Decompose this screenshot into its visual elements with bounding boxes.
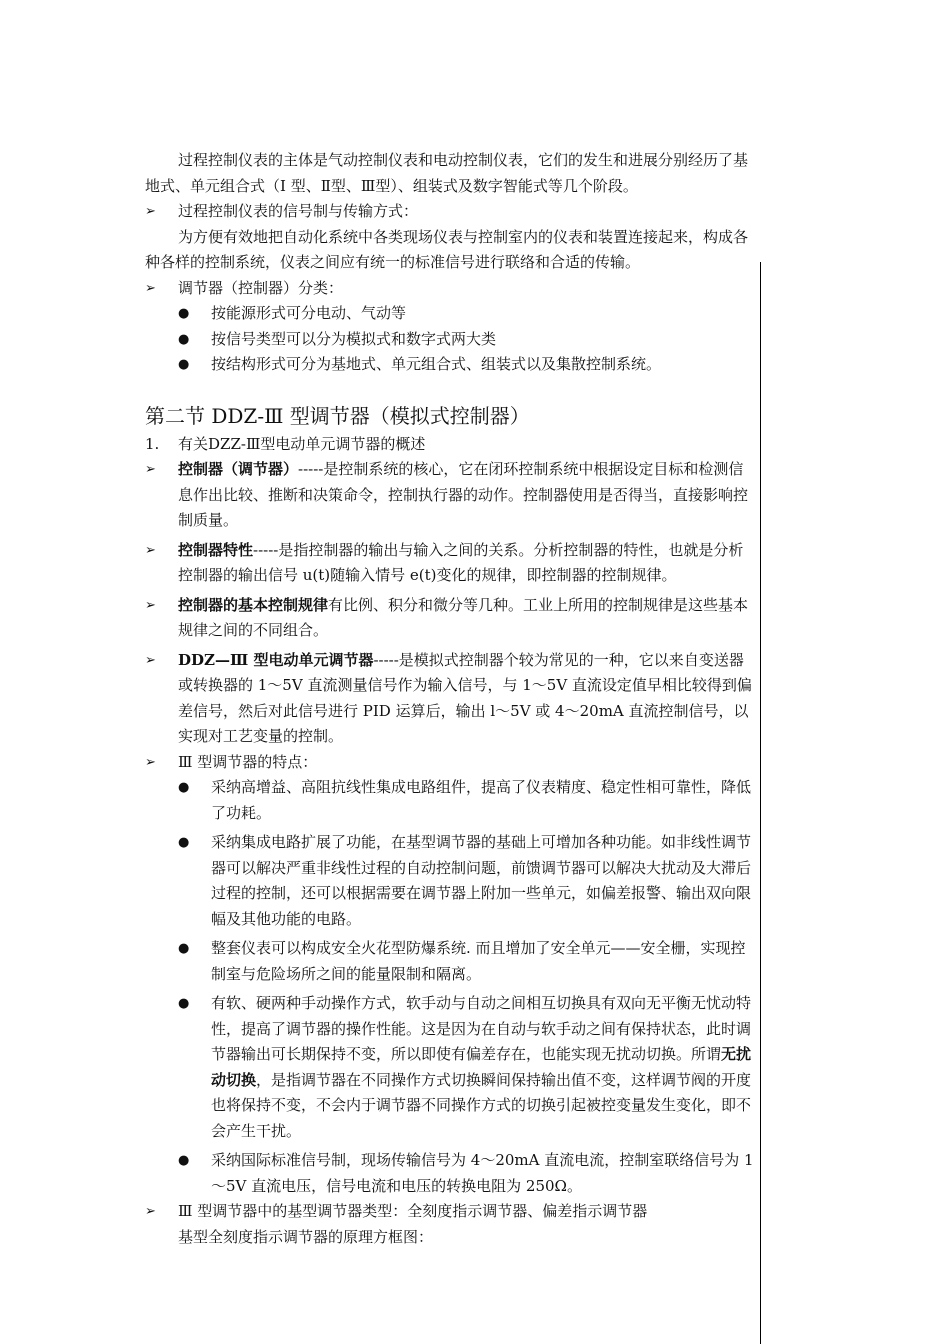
arrow-item-controller: ➢ 控制器（调节器）-----是控制系统的核心，它在闭环控制系统中根据设定目标和检测信息作出比较、推断和决策命令，控制执行器的动作。控制器使用是否得当，直接影响控制质量。 [145, 457, 757, 534]
arrow-bullet-icon: ➢ [145, 597, 156, 613]
bullet-item: ● 按结构形式可分为基地式、单元组合式、组装式以及集散控制系统。 [145, 352, 757, 378]
arrow-bullet-icon: ➢ [145, 652, 156, 668]
arrow-bullet-icon: ➢ [145, 1204, 156, 1219]
document-body [145, 148, 757, 1250]
arrow-item-types: ➢ Ⅲ 型调节器中的基型调节器类型：全刻度指示调节器、偏差指示调节器 [145, 1199, 757, 1225]
bullet-item: ● 按信号类型可以分为模拟式和数字式两大类 [145, 327, 757, 353]
dot-bullet-icon: ● [178, 835, 190, 850]
paragraph-intro: 过程控制仪表的主体是气动控制仪表和电动控制仪表，它们的发生和进展分别经历了基地式、单元组合式（Ⅰ 型、Ⅱ型、Ⅲ型）、组装式及数字智能式等几个阶段。 [145, 151, 749, 195]
bullet-item: ● 有软、硬两种手动操作方式，软手动与自动之间相互切换具有双向无平衡无忧动特性，提高了调节器的操作性能。这是因为在自动与软手动之间有保持状态，此时调节器输出可长期保持不变，所以即使有偏差存在，也能实现无扰动切换。所谓无扰动切换，是指调节器在不同操作方式切换瞬间保持输出值不变，这样调节阀的开度也将保持不变，不会内于调节器不同操作方式的切换引起被控变量发生变化，即不会产生干扰。 [145, 991, 757, 1144]
dot-bullet-icon: ● [178, 941, 190, 956]
item-number: 1. [145, 434, 160, 453]
dot-bullet-icon: ● [178, 1153, 190, 1168]
paragraph-diagram-intro: 基型全刻度指示调节器的原理方框图： [178, 1227, 434, 1246]
arrow-item-signal: ➢ 过程控制仪表的信号制与传输方式： [145, 199, 757, 225]
bullet-item: ● 采纳国际标准信号制，现场传输信号为 4～20mA 直流电流，控制室联络信号为 1～5V 直流电压，信号电流和电压的转换电阻为 250Ω。 [145, 1148, 757, 1199]
bullet-item: ● 采纳集成电路扩展了功能，在基型调节器的基础上可增加各种功能。如非线性调节器可以解决严重非线性过程的自动控制问题，前馈调节器可以解决大扰动及大滞后过程的控制，还可以根据需要在调节器上附加一些单元，如偏差报警、输出双向限幅及其他功能的电路。 [145, 830, 757, 932]
paragraph-signal: 为方便有效地把自动化系统中各类现场仪表与控制室内的仪表和装置连接起来，构成各种各样的控制系统，仪表之间应有统一的标准信号进行联络和合适的传输。 [145, 227, 749, 271]
dot-bullet-icon: ● [178, 306, 190, 321]
arrow-item-characteristics: ➢ 控制器特性-----是指控制器的输出与输入之间的关系。分析控制器的特性，也就是分析控制器的输出信号 u(t)随输入情号 e(t)变化的规律，即控制器的控制规律。 [145, 538, 757, 589]
dot-bullet-icon: ● [178, 996, 190, 1011]
arrow-item-control-law: ➢ 控制器的基本控制规律有比例、积分和微分等几种。工业上所用的控制规律是这些基本规律之间的不同组合。 [145, 593, 757, 644]
section-heading: 第二节 DDZ-Ⅲ 型调节器（模拟式控制器） [145, 403, 530, 428]
arrow-item-ddz: ➢ DDZ—Ⅲ 型电动单元调节器-----是模拟式控制器个较为常见的一种，它以来自变送器或转换器的 1～5V 直流测量信号作为输入信号，与 1～5V 直流设定值早相比较得到偏差信号，然后对此信号进行 PID 运算后，输出 l～5V 或 4～20mA 直流控制信号，以实现对工艺变量的控制。 [145, 648, 757, 750]
arrow-bullet-icon: ➢ [145, 204, 156, 219]
term-bold: 无扰动切换 [211, 1045, 752, 1089]
term-bold: DDZ—Ⅲ 型电动单元调节器 [178, 650, 374, 669]
arrow-bullet-icon: ➢ [145, 754, 156, 770]
bullet-item: ● 整套仪表可以构成安全火花型防爆系统. 而且增加了安全单元——安全栅，实现控制室与危险场所之间的能量限制和隔离。 [145, 936, 757, 987]
bullet-item: ● 按能源形式可分电动、气动等 [145, 301, 757, 327]
dot-bullet-icon: ● [178, 357, 190, 372]
dot-bullet-icon: ● [178, 780, 190, 795]
term-bold: 控制器（调节器） [178, 460, 299, 478]
vertical-rule [760, 262, 761, 1344]
term-bold: 控制器特性 [178, 540, 254, 559]
arrow-bullet-icon: ➢ [145, 542, 156, 558]
arrow-bullet-icon: ➢ [145, 462, 156, 477]
arrow-bullet-icon: ➢ [145, 280, 156, 296]
term-bold: 控制器的基本控制规律 [178, 595, 329, 614]
dot-bullet-icon: ● [178, 331, 190, 347]
numbered-item: 1. 有关DZZ-Ⅲ型电动单元调节器的概述 [145, 432, 757, 458]
arrow-item-features: ➢ Ⅲ 型调节器的特点： [145, 750, 757, 776]
bullet-item: ● 采纳高增益、高阻抗线性集成电路组件，提高了仪表精度、稳定性相可靠性，降低了功耗。 [145, 775, 757, 826]
arrow-item-classification: ➢ 调节器（控制器）分类： [145, 276, 757, 302]
